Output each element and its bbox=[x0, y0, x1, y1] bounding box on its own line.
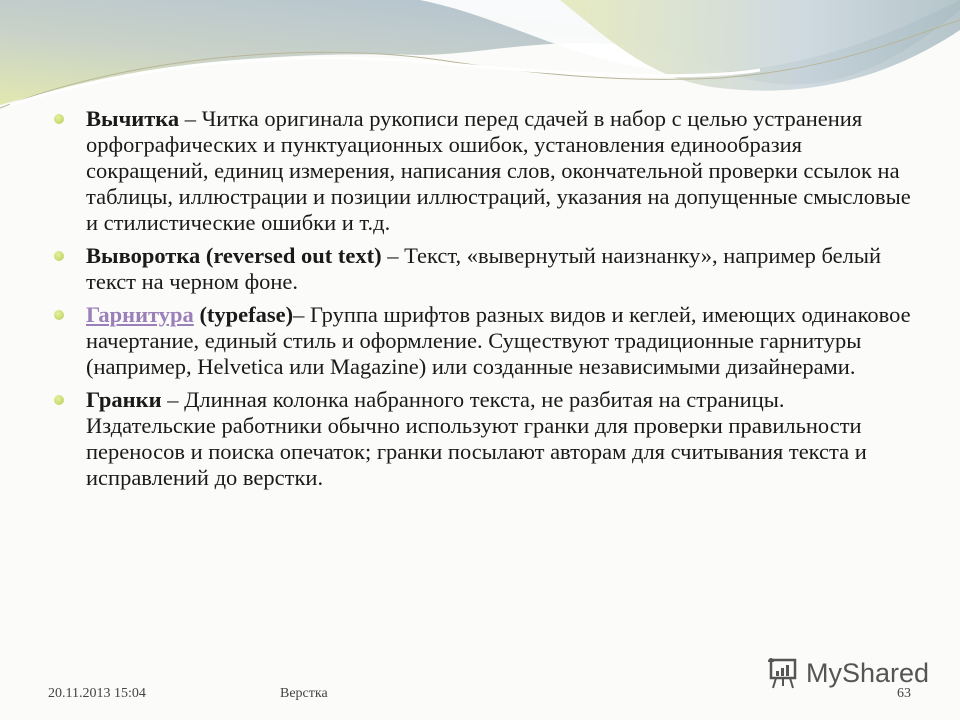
definition: – Текст, «вывернутый наизнанку», например белый текст на черном фоне. bbox=[86, 243, 881, 294]
presentation-board-icon bbox=[766, 656, 800, 690]
logo-text: MyShared bbox=[806, 657, 930, 688]
definition: – Длинная колонка набранного текста, не разбитая на страницы. Издательские работники обычно используют гранки для проверки правильности переносов и поиска опечаток; гранки посылают авторам для считывания текста и исправлений до верстки. bbox=[86, 387, 867, 490]
term: Выворотка (reversed out text) bbox=[86, 243, 382, 268]
garnitura-link[interactable]: Гарнитура bbox=[86, 302, 194, 327]
bullet-icon bbox=[54, 395, 64, 405]
list-item-vyvorotka bbox=[86, 243, 916, 295]
list-item-garnitura bbox=[86, 302, 916, 380]
definition: – Группа шрифтов разных видов и кеглей, имеющих одинаковое начертание, единый стиль и оформление. Существуют традиционные гарнитуры (например, Helvetica или Magazine) или созданные независимыми дизайнерами. bbox=[86, 302, 911, 379]
term: (typefase) bbox=[193, 302, 294, 327]
slide-number: 63 bbox=[897, 686, 911, 701]
list-item-granki bbox=[86, 387, 916, 491]
bullet-list bbox=[86, 106, 916, 498]
list-item-vychitka bbox=[86, 106, 916, 236]
footer-title: Верстка bbox=[280, 686, 328, 701]
bullet-icon bbox=[54, 251, 64, 261]
myshared-logo bbox=[766, 656, 929, 690]
footer-date: 20.11.2013 15:04 bbox=[48, 686, 146, 701]
term: Гранки bbox=[86, 387, 162, 412]
bullet-icon bbox=[54, 310, 64, 320]
bullet-icon bbox=[54, 114, 64, 124]
term: Вычитка bbox=[86, 106, 180, 131]
header-wave-decoration bbox=[0, 0, 960, 120]
definition: – Читка оригинала рукописи перед сдачей в набор с целью устранения орфографических и пунктуационных ошибок, установления единообразия сокращений, единиц измерения, написания слов, окончательной проверки ссылок на таблицы, иллюстрации и позиции иллюстраций, указания на допущенные смысловые и стилистические ошибки и т.д. bbox=[86, 106, 911, 235]
